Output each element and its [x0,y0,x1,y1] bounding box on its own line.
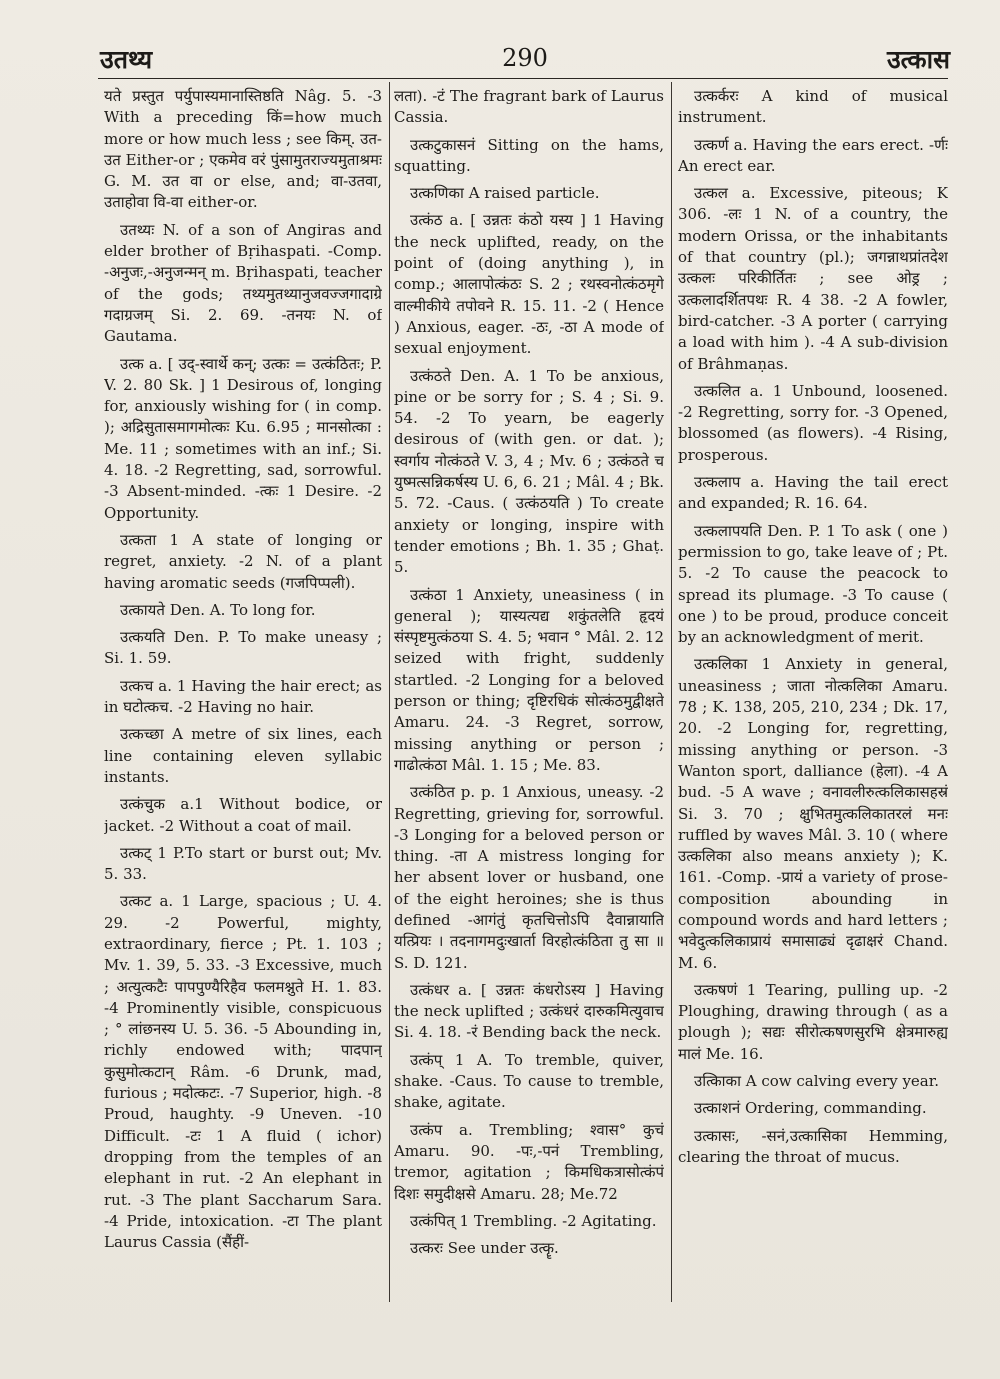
dictionary-entry: उत्कािका A cow calving every year. [694,1072,940,1091]
dictionary-entry: उत्क a. [ उद्-स्वार्थे कन्; उत्कः = उत्कंठितः; P. V. 2. 80 Sk. ] 1 Desirous of, longing for, anxiously wishing for ( in comp. ); अद्रिसुतासमागमोत्कः Ku. 6.95 ; मानसोत्का : Me. 11 ; sometimes with an inf.; Si. 4. 18. -2 Regretting, sad, sorrowful. -3 Absent-minded. -त्कः 1 Desire. -2 Opportunity. [104,354,382,522]
column-2 [394,86,664,1316]
dictionary-entry: उत्कासः, -सनं,उत्कासिका Hemming, clearing the throat of mucus. [678,1126,948,1166]
dictionary-entry: उत्कंचुक a.1 Without bodice, or jacket. -2 Without a coat of mail. [104,795,382,835]
dictionary-entry: उत्कच a. 1 Having the hair erect; as in घटोत्कच. -2 Having no hair. [104,676,382,717]
dictionary-entry: उतथ्यः N. of a son of Angiras and elder brother of Bṛihaspati. -Comp. -अनुजः,-अनुजन्मन् m. Bṛihaspati, teacher of the gods; तथ्यमुतथ्यानुजवज्जगादाग्रे गदाग्रजम् Si. 2. 69. -तनयः N. of Gautama. [104,220,382,346]
dictionary-entry: उत्कलापयति Den. P. 1 To ask ( one ) permission to go, take leave of ; Pt. 5. -2 To cause the peacock to spread its plumage. -3 To cause ( one ) to be proud, produce conceit by an acknowledgment of merit. [678,521,948,647]
dictionary-entry: यते प्रस्तुत पर्युपास्यमानास्तिष्ठति Nâg. 5. -3 With a preceding किं=how much more or how much less ; see किम्. उत-उत Either-or ; एकमेव वरं पुंसामुतराज्यमुताश्रमः G. M. उत वा or else, and; वा-उतवा, उताहोवा वि-वा either-or. [104,87,382,212]
dictionary-entry: उत्कलाप a. Having the tail erect and expanded; R. 16. 64. [678,473,948,513]
right-running-headword: उत्कास [886,45,950,74]
header-rule [98,78,948,79]
dictionary-entry: लता). -टं The fragrant bark of Laurus Cassia. [394,87,664,127]
left-running-headword: उतथ्य [100,45,153,74]
dictionary-entry: उत्कषणं 1 Tearing, pulling up. -2 Ploughing, drawing through ( as a plough ); सद्यः सीरोत्कषणसुरभि क्षेत्रमारुह्य मालं Me. 16. [678,980,948,1063]
dictionary-entry: उत्कंधर a. [ उन्नतः कंधरोऽस्य ] Having the neck uplifted ; उत्कंधरं दारुकमित्युवाच Si. 4. 18. -रं Bending back the neck. [394,980,664,1042]
dictionary-entry: उत्काशनं Ordering, commanding. [694,1099,927,1118]
dictionary-entry: उत्कटुकासनं Sitting on the hams, squatting. [394,135,664,175]
column-divider [671,82,672,1302]
dictionary-entry: उत्कट् 1 P.To start or burst out; Mv. 5. 33. [104,843,382,884]
dictionary-entry: उत्कंठा 1 Anxiety, uneasiness ( in general ); यास्यत्यद्य शकुंतलेति हृदयं संस्पृष्टमुत्कंठया S. 4. 5; भवान ° Mâl. 2. 12 seized with fright, suddenly startled. -2 Longing for a beloved person or thing; दृष्टिरधिकं सोत्कंठमुद्वीक्षते Amaru. 24. -3 Regret, sorrow, missing anything or person ; गाढोत्कंठा Mâl. 1. 15 ; Me. 83. [394,585,664,774]
dictionary-entry: उत्कट a. 1 Large, spacious ; U. 4. 29. -2 Powerful, mighty, extraordinary, fierce ; Pt. 1. 103 ; Mv. 1. 39, 5. 33. -3 Excessive, much ; अत्युत्कटैः पापपुण्यैरिहैव फलमश्नुते H. 1. 83. -4 Prominently visible, conspicuous ; ° लांछनस्य U. 5. 36. -5 Abounding in, richly endowed with; पादपान् कुसुमोत्कटान् Râm. -6 Drunk, mad, furious ; मदोत्कटः. -7 Superior, high. -8 Proud, haughty. -9 Uneven. -10 Difficult. -टः 1 A fluid ( ichor) dropping from the temples of an elephant in rut. -2 An elephant in rut. -3 The plant Saccharum Sara. -4 Pride, intoxication. -टा The plant Laurus Cassia (सैंहीं- [104,892,382,1252]
dictionary-entry: उत्कणिका A raised particle. [410,184,600,203]
dictionary-entry: उत्कंपित् 1 Trembling. -2 Agitating. [410,1211,657,1230]
column-divider [389,82,390,1302]
column-3 [678,86,948,1316]
dictionary-entry: उत्कयति Den. P. To make uneasy ; Si. 1. 59. [104,628,382,668]
dictionary-entry: उत्कंठते Den. A. 1 To be anxious, pine or be sorry for ; S. 4 ; Si. 9. 54. -2 To yearn, be eagerly desirous of (with gen. or dat. ); स्वर्गाय नोत्कंठते V. 3, 4 ; Mv. 6 ; उत्कंठते च युष्मत्सन्निकर्षस्य U. 6, 6. 21 ; Mâl. 4 ; Bk. 5. 72. -Caus. ( उत्कंठयति ) To create anxiety or longing, inspire with tender emotions ; Bh. 1. 35 ; Ghaṭ. 5. [394,366,664,577]
dictionary-entry: उत्कंप a. Trembling; श्वास° कुचं Amaru. 90. -पः,-पनं Trembling, tremor, agitation ; किमधिकत्रासोत्कंपं दिशः समुदीक्षसे Amaru. 28; Me.72 [394,1120,664,1203]
dictionary-entry: उत्कता 1 A state of longing or regret, anxiety. -2 N. of a plant having aromatic seeds (गजपिप्पली). [104,530,382,592]
dictionary-entry: उत्कलित a. 1 Unbound, loosened. -2 Regretting, sorry for. -3 Opened, blossomed (as flowers). -4 Rising, prosperous. [678,381,948,464]
dictionary-entry: उत्करः See under उत्कॄ. [410,1239,559,1258]
dictionary-entry: उत्कलिका 1 Anxiety in general, uneasiness ; जाता नोत्कलिका Amaru. 78 ; K. 138, 205, 210, 234 ; Dk. 17, 20. -2 Longing for, regretting, missing anything or person. -3 Wanton sport, dalliance (हेला). -4 A bud. -5 A wave ; वनावलीरुत्कलिकासहस्रं Si. 3. 70 ; क्षुभितमुत्कलिकातरलं मनः ruffled by waves Mâl. 3. 10 ( where उत्कलिका also means anxiety ); K. 161. -Comp. -प्रायं a variety of prose-composition abounding in compound words and hard letters ; भवेदुत्कलिकाप्रायं समासाढ्यं दृढाक्षरं Chand. M. 6. [678,655,948,972]
dictionary-entry: उत्कर्करः A kind of musical instrument. [678,87,948,127]
dictionary-entry: उत्कर्ण a. Having the ears erect. -र्णः An erect ear. [678,135,948,175]
page-header [100,42,950,76]
dictionary-entry: उत्कायते Den. A. To long for. [120,600,316,619]
dictionary-entry: उत्कंठ a. [ उन्नतः कंठो यस्य ] 1 Having the neck uplifted, ready, on the point of (doing anything ), in comp.; आलापोत्कंठः S. 2 ; रथस्वनोत्कंठमृगे वाल्मीकीये तपोवने R. 15. 11. -2 ( Hence ) Anxious, eager. -ठः, -ठा A mode of sexual enjoyment. [394,211,664,358]
dictionary-entry: उत्कच्छा A metre of six lines, each line containing eleven syllabic instants. [104,725,382,786]
dictionary-entry: उत्कंठित p. p. 1 Anxious, uneasy. -2 Regretting, grieving for, sorrowful. -3 Longing for a beloved person or thing. -ता A mistress longing for her absent lover or husband, one of the eight heroines; she is thus defined -आगंतुं कृतचित्तोऽपि दैवान्नायाति यत्प्रियः । तदनागमदुःखार्ता विरहोत्कंठिता तु सा ॥ S. D. 121. [394,783,664,972]
page-number: 290 [502,44,548,72]
column-1 [104,86,382,1316]
dictionary-entry: उत्कंप् 1 A. To tremble, quiver, shake. -Caus. To cause to tremble, shake, agitate. [394,1050,664,1112]
dictionary-entry: उत्कल a. Excessive, piteous; K 306. -लः 1 N. of a country, the modern Orissa, or the inhabitants of that country (pl.); जगन्नाथप्रांतदेश उत्कलः परिकीर्तितः ; see ओड्र ; उत्कलादर्शितपथः R. 4 38. -2 A fowler, bird-catcher. -3 A porter ( carrying a load with him ). -4 A sub-division of Brâhmaṇas. [678,184,948,373]
